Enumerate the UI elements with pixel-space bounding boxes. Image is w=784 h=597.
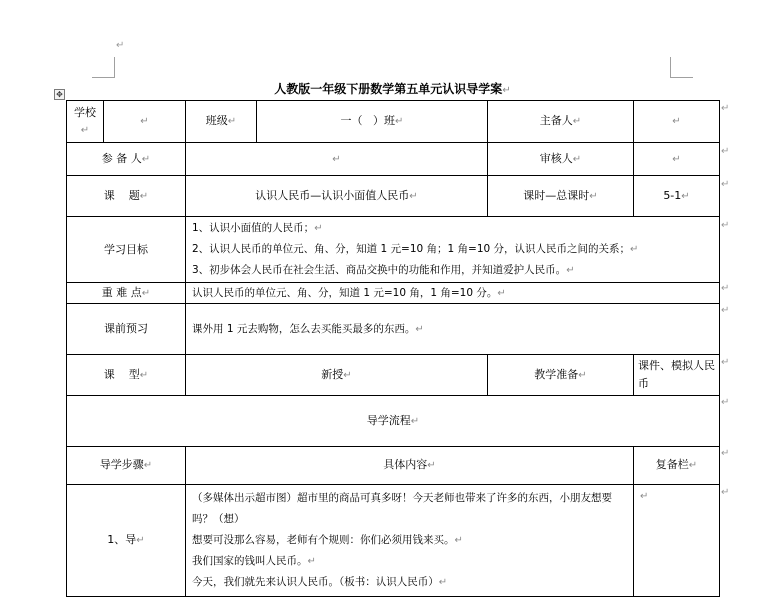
topic-label: 课 题↵ [67, 176, 186, 217]
reviewer-label: 审核人↵ [488, 143, 634, 176]
goals-label: 学习目标 [67, 217, 186, 283]
prep-label: 教学准备↵ [488, 355, 634, 396]
step-1-line-3: 我们国家的钱叫人民币。↵ [192, 555, 316, 567]
row-end-mark: ↵ [721, 487, 730, 498]
row-end-mark: ↵ [721, 146, 730, 157]
lesson-type-row [67, 355, 720, 396]
step-column-header: 导学步骤↵ [67, 447, 186, 485]
period-value[interactable]: 5-1↵ [634, 176, 720, 217]
reviewer-value-cell[interactable]: ↵ [634, 143, 720, 176]
step-1-line-2: 想要可没那么容易，老师有个规则：你们必须用钱来买。↵ [192, 534, 463, 546]
goal-item-2: 2、认识人民币的单位元、角、分，知道 1 元=10 角；1 角=10 分，认识人民币之间的关系；↵ [192, 243, 639, 255]
step-1-content[interactable] [186, 485, 634, 597]
row-end-mark: ↵ [721, 448, 730, 459]
lesson-plan-table [66, 100, 720, 597]
preview-label: 课前预习 [67, 304, 186, 355]
step-1-line-1: （多媒体出示超市图）超市里的商品可真多呀！今天老师也带来了许多的东西，小朋友想要吗？（想） [192, 492, 612, 525]
co-preparer-value-cell[interactable]: ↵ [186, 143, 488, 176]
preview-row [67, 304, 720, 355]
goals-content[interactable] [186, 217, 720, 283]
row-end-mark: ↵ [721, 179, 730, 190]
preparer-label: 主备人↵ [488, 101, 634, 143]
period-label: 课时—总课时↵ [488, 176, 634, 217]
co-preparer-row [67, 143, 720, 176]
school-label: 学校↵ [67, 101, 104, 143]
row-end-mark: ↵ [721, 103, 730, 114]
school-value-cell[interactable]: ↵ [104, 101, 186, 143]
goals-row [67, 217, 720, 283]
prep-value[interactable]: 课件、模拟人民币 [634, 355, 720, 396]
table-move-handle-icon[interactable]: ✥ [54, 89, 65, 100]
co-preparer-label: 参 备 人↵ [67, 143, 186, 176]
row-end-mark: ↵ [721, 283, 730, 294]
step-1-label: 1、导↵ [67, 485, 186, 597]
lesson-type-value[interactable]: 新授↵ [186, 355, 488, 396]
step-1-line-4: 今天，我们就先来认识人民币。（板书：认识人民币）↵ [192, 576, 448, 588]
goal-item-3: 3、初步体会人民币在社会生活、商品交换中的功能和作用，并知道爱护人民币。↵ [192, 264, 575, 276]
step-1-row [67, 485, 720, 597]
crop-mark-left [92, 57, 115, 78]
goal-item-1: 1、认识小面值的人民币；↵ [192, 222, 323, 234]
lesson-type-label: 课 型↵ [67, 355, 186, 396]
topic-row [67, 176, 720, 217]
steps-header-row [67, 447, 720, 485]
page-title: 人教版一年级下册数学第五单元认识导学案↵ [274, 82, 511, 96]
class-label: 班级↵ [186, 101, 257, 143]
content-column-header: 具体内容↵ [186, 447, 634, 485]
class-value[interactable]: 一（ ）班↵ [257, 101, 488, 143]
top-paragraph-mark: ↵ [116, 40, 125, 51]
step-1-notes-cell[interactable]: ↵ [634, 485, 720, 597]
topic-value[interactable]: 认识人民币—认识小面值人民币↵ [186, 176, 488, 217]
key-points-label: 重 难 点↵ [67, 283, 186, 304]
key-points-value[interactable]: 认识人民币的单位元、角、分，知道 1 元=10 角，1 角=10 分。↵ [186, 283, 720, 304]
crop-mark-right [670, 57, 693, 78]
header-row [67, 101, 720, 143]
row-end-mark: ↵ [721, 357, 730, 368]
key-points-row [67, 283, 720, 304]
flow-title: 导学流程↵ [67, 396, 720, 447]
notes-column-header: 复备栏↵ [634, 447, 720, 485]
row-end-mark: ↵ [721, 220, 730, 231]
preparer-value-cell[interactable]: ↵ [634, 101, 720, 143]
flow-row [67, 396, 720, 447]
row-end-mark: ↵ [721, 305, 730, 316]
preview-value[interactable]: 课外用 1 元去购物，怎么去买能买最多的东西。↵ [186, 304, 720, 355]
row-end-mark: ↵ [721, 397, 730, 408]
